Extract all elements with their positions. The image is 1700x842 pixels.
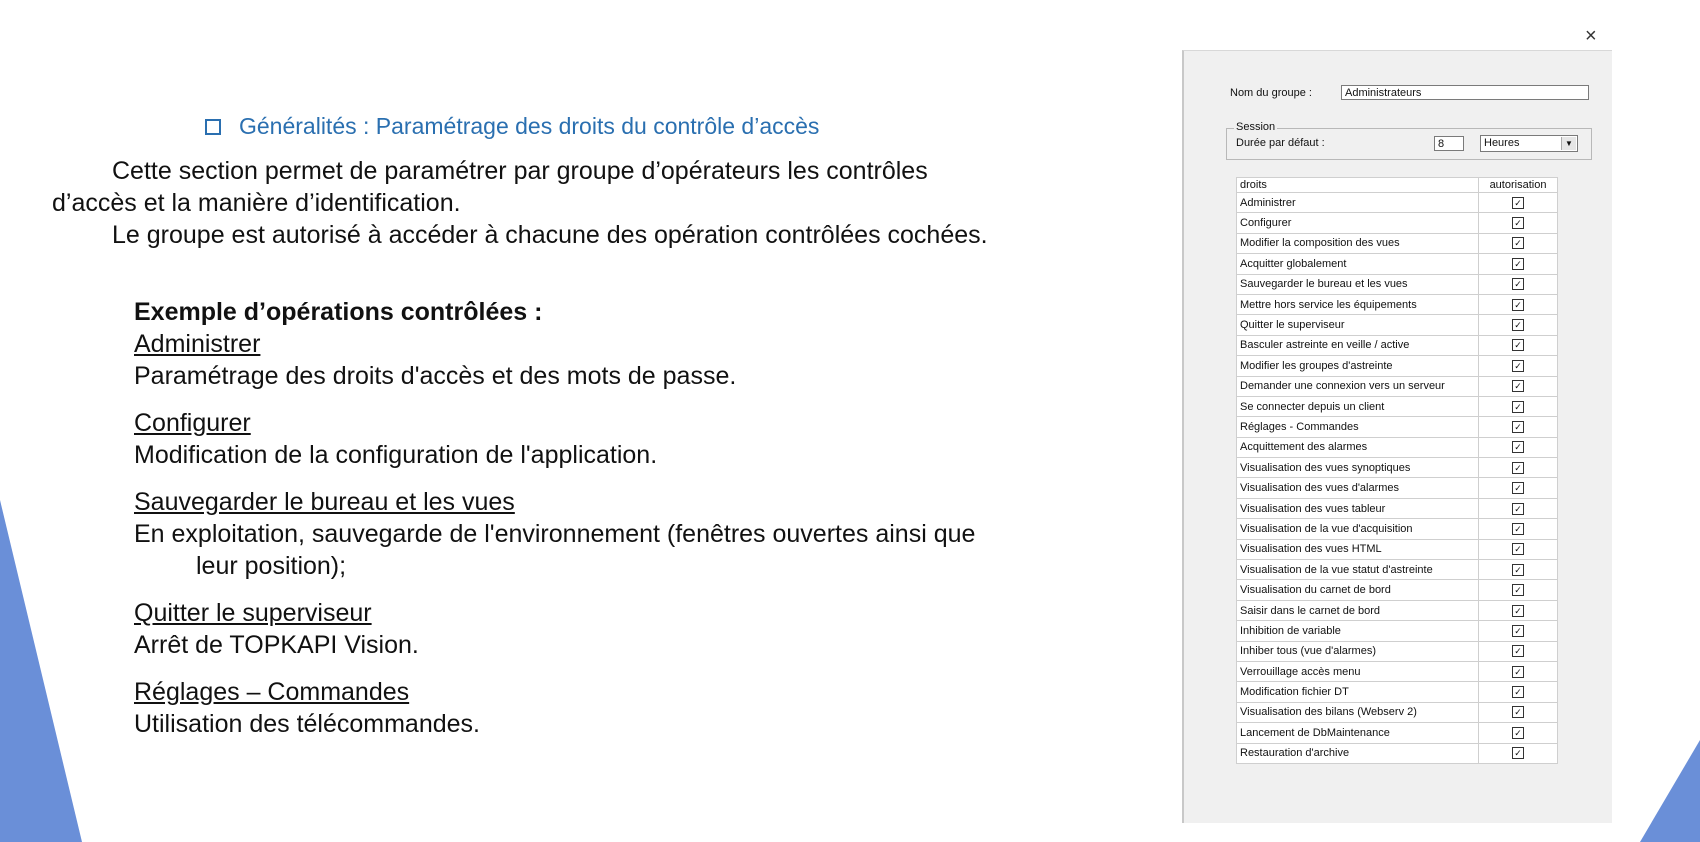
authorisation-cell <box>1479 458 1558 478</box>
table-row <box>1237 560 1558 580</box>
authorisation-checkbox[interactable]: ✓ <box>1512 686 1524 698</box>
intro-line-3: Le groupe est autorisé à accéder à chacune des opération contrôlées cochées. <box>112 221 988 249</box>
example-title-quitter: Quitter le superviseur <box>134 599 372 627</box>
right-label: Visualisation de la vue d'acquisition <box>1237 519 1479 539</box>
authorisation-checkbox[interactable]: ✓ <box>1512 197 1524 209</box>
table-row <box>1237 539 1558 559</box>
table-row <box>1237 193 1558 213</box>
right-label: Verrouillage accès menu <box>1237 661 1479 681</box>
authorisation-checkbox[interactable]: ✓ <box>1512 299 1524 311</box>
authorisation-checkbox[interactable]: ✓ <box>1512 278 1524 290</box>
right-label: Saisir dans le carnet de bord <box>1237 600 1479 620</box>
authorisation-cell <box>1479 519 1558 539</box>
authorisation-cell <box>1479 539 1558 559</box>
authorisation-cell <box>1479 356 1558 376</box>
table-row <box>1237 621 1558 641</box>
table-row <box>1237 315 1558 335</box>
right-label: Basculer astreinte en veille / active <box>1237 335 1479 355</box>
authorisation-checkbox[interactable]: ✓ <box>1512 543 1524 555</box>
authorisation-cell <box>1479 621 1558 641</box>
col-header-rights: droits <box>1237 178 1479 193</box>
authorisation-cell <box>1479 682 1558 702</box>
right-label: Quitter le superviseur <box>1237 315 1479 335</box>
table-row <box>1237 254 1558 274</box>
table-row <box>1237 519 1558 539</box>
right-label: Demander une connexion vers un serveur <box>1237 376 1479 396</box>
authorisation-cell <box>1479 376 1558 396</box>
table-row <box>1237 723 1558 743</box>
right-label: Restauration d'archive <box>1237 743 1479 763</box>
authorisation-cell <box>1479 478 1558 498</box>
authorisation-checkbox[interactable]: ✓ <box>1512 564 1524 576</box>
right-label: Réglages - Commandes <box>1237 417 1479 437</box>
authorisation-cell <box>1479 294 1558 314</box>
authorisation-checkbox[interactable]: ✓ <box>1512 747 1524 759</box>
authorisation-checkbox[interactable]: ✓ <box>1512 503 1524 515</box>
authorisation-cell <box>1479 560 1558 580</box>
table-row <box>1237 274 1558 294</box>
right-label: Visualisation des vues d'alarmes <box>1237 478 1479 498</box>
table-row <box>1237 478 1558 498</box>
example-desc-quitter: Arrêt de TOPKAPI Vision. <box>134 631 419 659</box>
authorisation-checkbox[interactable]: ✓ <box>1512 258 1524 270</box>
right-label: Lancement de DbMaintenance <box>1237 723 1479 743</box>
table-row <box>1237 335 1558 355</box>
right-label: Administrer <box>1237 193 1479 213</box>
example-title-reglages: Réglages – Commandes <box>134 678 410 706</box>
checkbox-bullet-icon <box>205 119 221 135</box>
authorisation-cell <box>1479 417 1558 437</box>
authorisation-cell <box>1479 396 1558 416</box>
authorisation-cell <box>1479 641 1558 661</box>
right-label: Inhiber tous (vue d'alarmes) <box>1237 641 1479 661</box>
table-row <box>1237 396 1558 416</box>
authorisation-checkbox[interactable]: ✓ <box>1512 319 1524 331</box>
table-row <box>1237 417 1558 437</box>
authorisation-cell <box>1479 437 1558 457</box>
right-label: Modification fichier DT <box>1237 682 1479 702</box>
intro-line-1: Cette section permet de paramétrer par groupe d’opérateurs les contrôles <box>112 157 928 185</box>
example-title-administrer: Administrer <box>134 330 261 358</box>
example-title-sauvegarder: Sauvegarder le bureau et les vues <box>134 488 515 516</box>
example-desc-sauvegarder: En exploitation, sauvegarde de l'environnement (fenêtres ouvertes ainsi que <box>134 520 976 548</box>
table-row <box>1237 233 1558 253</box>
authorisation-checkbox[interactable]: ✓ <box>1512 217 1524 229</box>
rights-table <box>1236 177 1558 764</box>
authorisation-checkbox[interactable]: ✓ <box>1512 421 1524 433</box>
table-row <box>1237 437 1558 457</box>
table-row <box>1237 356 1558 376</box>
authorisation-checkbox[interactable]: ✓ <box>1512 482 1524 494</box>
authorisation-checkbox[interactable]: ✓ <box>1512 360 1524 372</box>
table-row <box>1237 458 1558 478</box>
authorisation-cell <box>1479 723 1558 743</box>
authorisation-cell <box>1479 600 1558 620</box>
session-label: Session <box>1236 121 1276 133</box>
authorisation-cell <box>1479 315 1558 335</box>
table-row <box>1237 682 1558 702</box>
authorisation-checkbox[interactable]: ✓ <box>1512 727 1524 739</box>
unit-select-value: Heures <box>1484 137 1520 149</box>
authorisation-cell <box>1479 233 1558 253</box>
right-label: Configurer <box>1237 213 1479 233</box>
authorisation-cell <box>1479 193 1558 213</box>
authorisation-checkbox[interactable]: ✓ <box>1512 666 1524 678</box>
decorative-triangle-left <box>0 0 90 842</box>
authorisation-checkbox[interactable]: ✓ <box>1512 523 1524 535</box>
example-desc-administrer: Paramétrage des droits d'accès et des mots de passe. <box>134 362 737 390</box>
authorisation-checkbox[interactable]: ✓ <box>1512 584 1524 596</box>
right-label: Mettre hors service les équipements <box>1237 294 1479 314</box>
group-name-input[interactable]: Administrateurs <box>1341 85 1589 100</box>
authorisation-checkbox[interactable]: ✓ <box>1512 462 1524 474</box>
right-label: Modifier la composition des vues <box>1237 233 1479 253</box>
right-label: Inhibition de variable <box>1237 621 1479 641</box>
authorisation-checkbox[interactable]: ✓ <box>1512 380 1524 392</box>
unit-select[interactable] <box>1480 135 1578 152</box>
table-row <box>1237 641 1558 661</box>
table-row <box>1237 213 1558 233</box>
authorisation-checkbox[interactable]: ✓ <box>1512 706 1524 718</box>
authorisation-checkbox[interactable]: ✓ <box>1512 441 1524 453</box>
right-label: Modifier les groupes d'astreinte <box>1237 356 1479 376</box>
table-row <box>1237 376 1558 396</box>
table-row <box>1237 600 1558 620</box>
group-rights-dialog <box>1182 50 1612 823</box>
table-row <box>1237 294 1558 314</box>
group-name-label: Nom du groupe : <box>1230 87 1312 99</box>
authorisation-cell <box>1479 274 1558 294</box>
authorisation-cell <box>1479 335 1558 355</box>
example-title-configurer: Configurer <box>134 409 251 437</box>
table-row <box>1237 702 1558 722</box>
table-row <box>1237 498 1558 518</box>
close-icon[interactable]: × <box>1585 25 1597 47</box>
right-label: Acquitter globalement <box>1237 254 1479 274</box>
right-label: Visualisation des vues HTML <box>1237 539 1479 559</box>
authorisation-cell <box>1479 213 1558 233</box>
rights-table-header <box>1237 178 1558 193</box>
right-label: Visualisation des vues tableur <box>1237 498 1479 518</box>
right-label: Sauvegarder le bureau et les vues <box>1237 274 1479 294</box>
authorisation-checkbox[interactable]: ✓ <box>1512 605 1524 617</box>
col-header-auth: autorisation <box>1479 178 1558 193</box>
duration-label: Durée par défaut : <box>1236 137 1325 149</box>
right-label: Acquittement des alarmes <box>1237 437 1479 457</box>
authorisation-cell <box>1479 743 1558 763</box>
authorisation-checkbox[interactable]: ✓ <box>1512 339 1524 351</box>
right-label: Visualisation des vues synoptiques <box>1237 458 1479 478</box>
authorisation-cell <box>1479 580 1558 600</box>
right-label: Visualisation des bilans (Webserv 2) <box>1237 702 1479 722</box>
table-row <box>1237 743 1558 763</box>
authorisation-cell <box>1479 661 1558 681</box>
authorisation-checkbox[interactable]: ✓ <box>1512 237 1524 249</box>
authorisation-cell <box>1479 498 1558 518</box>
right-label: Visualisation de la vue statut d'astreinte <box>1237 560 1479 580</box>
example-desc-sauvegarder-cont: leur position); <box>196 552 347 580</box>
table-row <box>1237 580 1558 600</box>
authorisation-checkbox[interactable]: ✓ <box>1512 625 1524 637</box>
intro-line-2: d’accès et la manière d’identification. <box>52 189 461 217</box>
decorative-triangle-right <box>1640 0 1700 842</box>
heading-text: Généralités : Paramétrage des droits du contrôle d’accès <box>239 113 820 139</box>
duration-input[interactable]: 8 <box>1434 136 1464 151</box>
authorisation-cell <box>1479 254 1558 274</box>
example-title: Exemple d’opérations contrôlées : <box>134 298 543 326</box>
section-heading <box>205 113 819 140</box>
table-row <box>1237 661 1558 681</box>
authorisation-cell <box>1479 702 1558 722</box>
right-label: Se connecter depuis un client <box>1237 396 1479 416</box>
example-desc-reglages: Utilisation des télécommandes. <box>134 710 480 738</box>
authorisation-checkbox[interactable]: ✓ <box>1512 401 1524 413</box>
example-desc-configurer: Modification de la configuration de l'application. <box>134 441 658 469</box>
chevron-down-icon[interactable]: ▼ <box>1561 137 1576 150</box>
right-label: Visualisation du carnet de bord <box>1237 580 1479 600</box>
authorisation-checkbox[interactable]: ✓ <box>1512 645 1524 657</box>
